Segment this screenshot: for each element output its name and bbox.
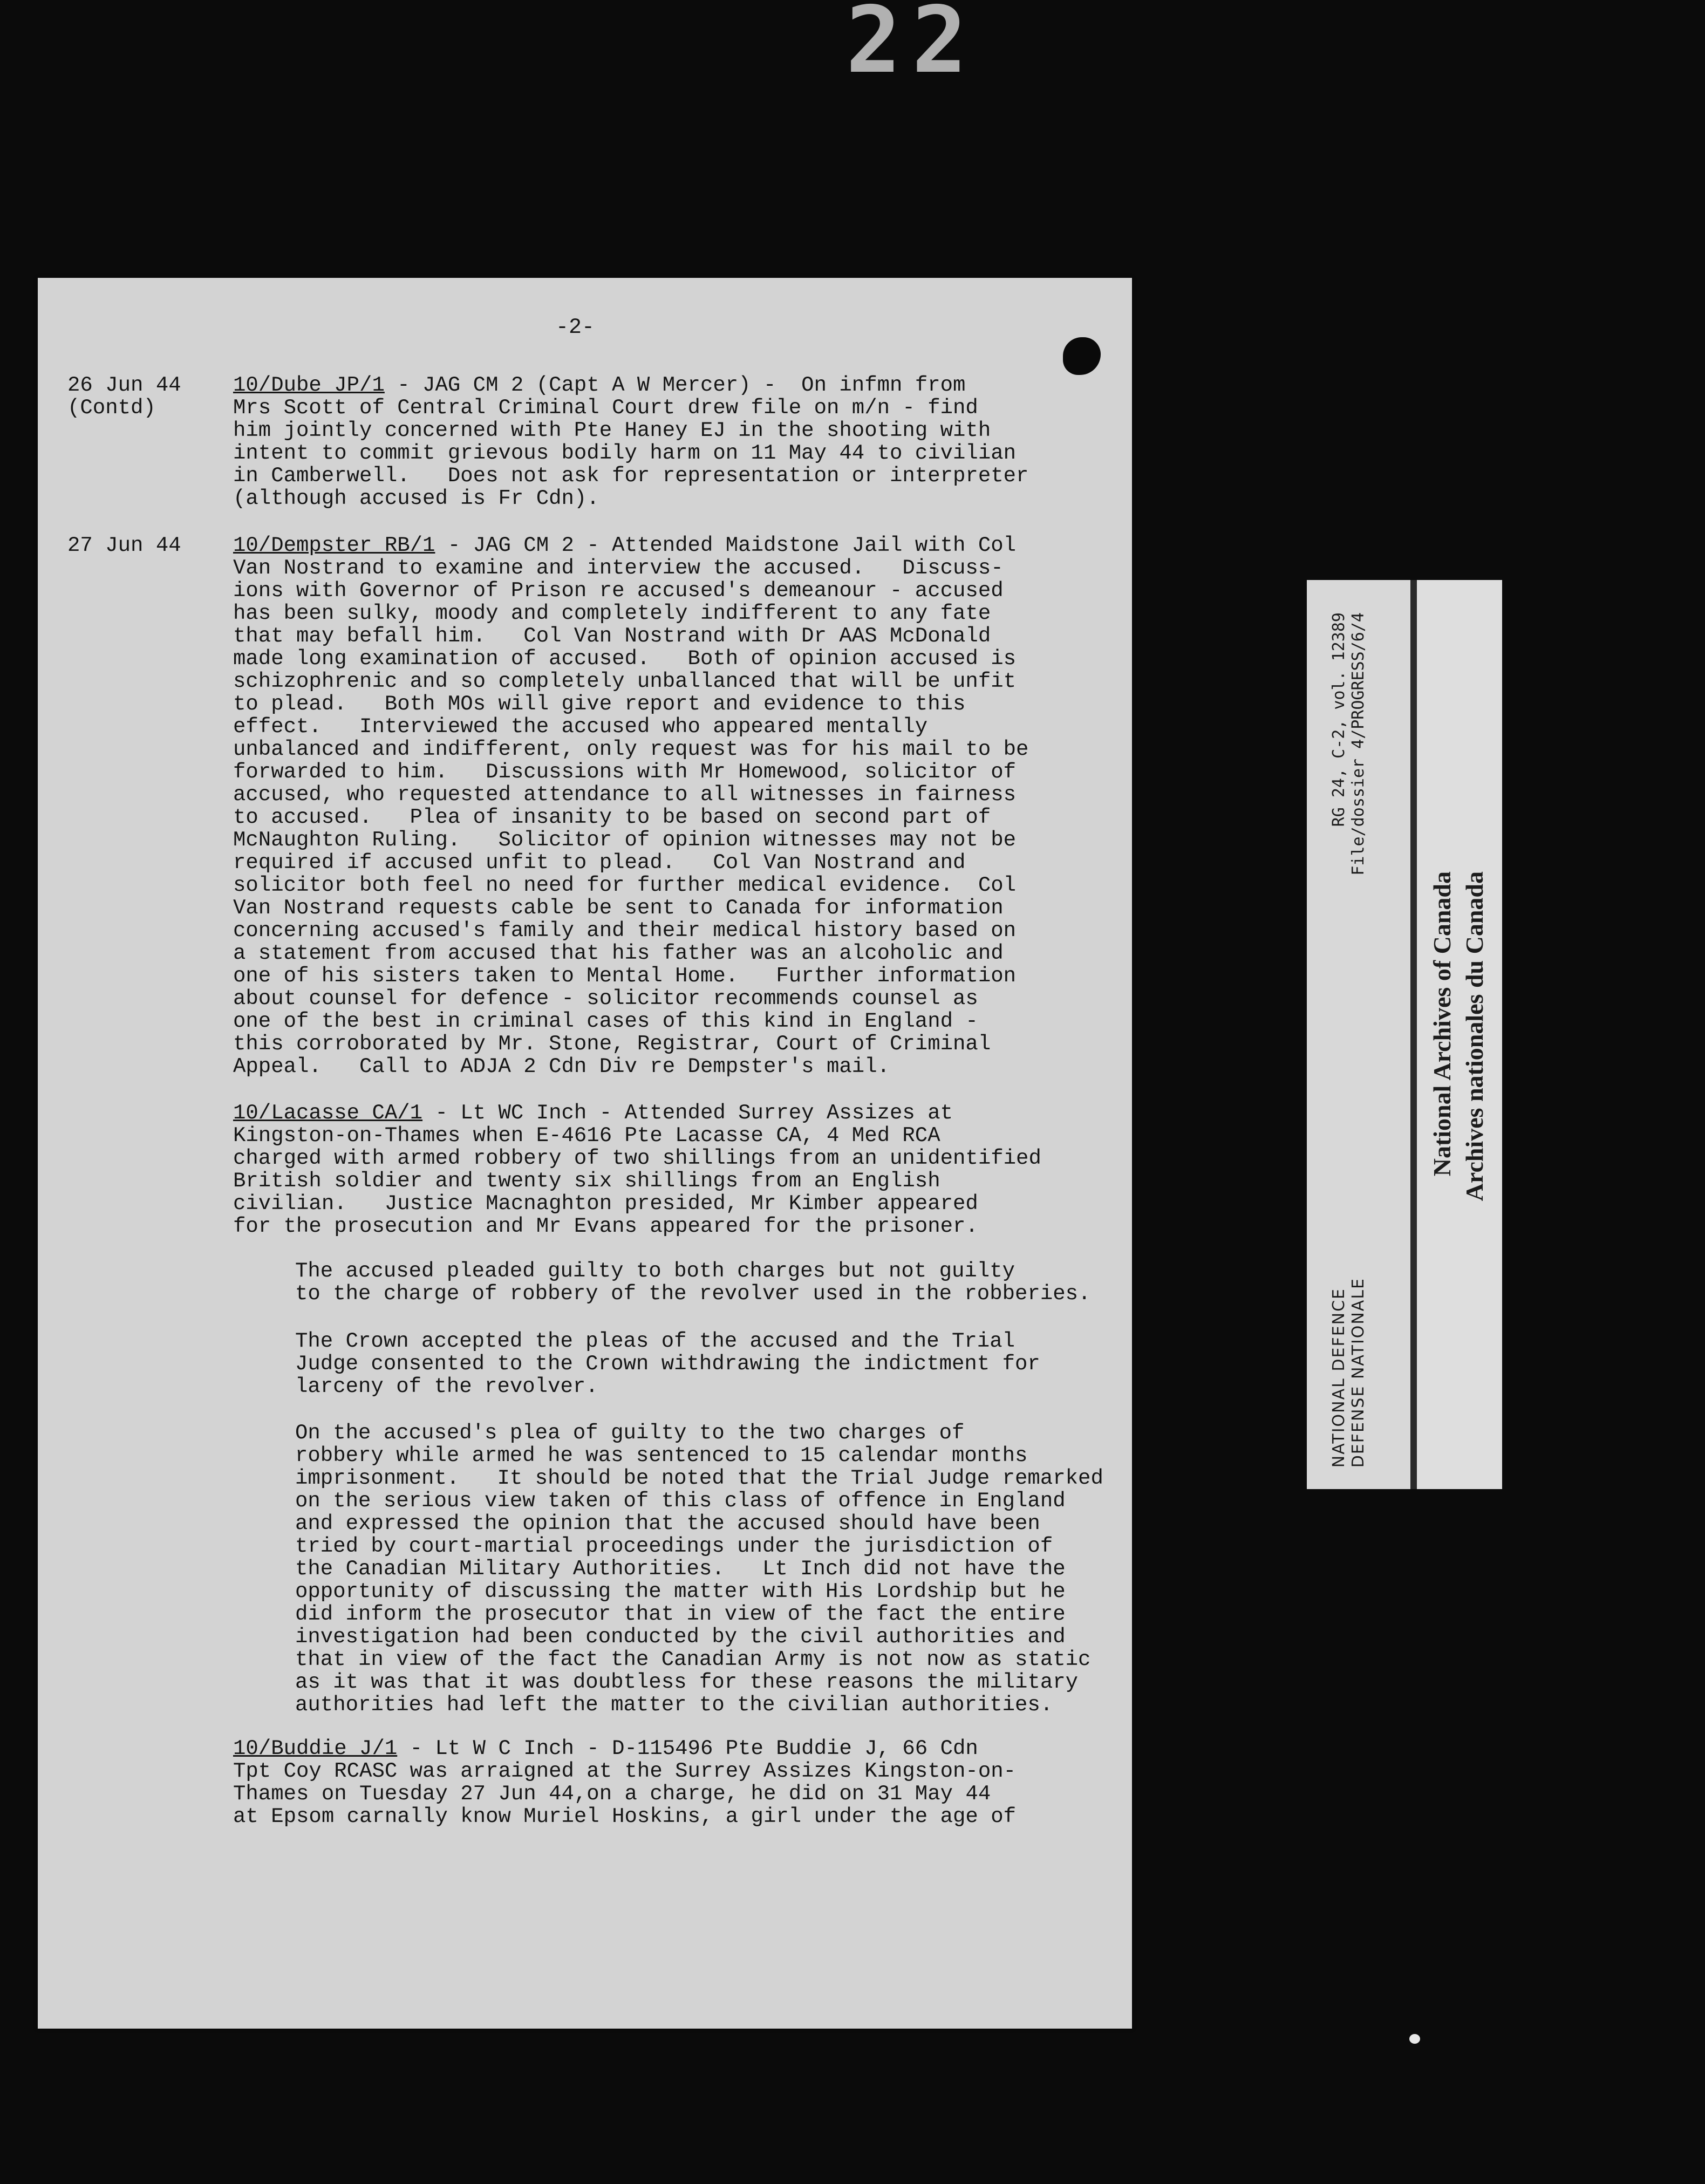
entry-body <box>233 534 1129 1078</box>
label-archives-panel <box>1417 580 1502 1489</box>
entry-body <box>233 1737 1129 1828</box>
ink-blot-mark <box>1063 337 1101 375</box>
entry-paragraph: The Crown accepted the pleas of the accused and the Trial Judge consented to the Crown withdrawing the indictment for larceny of the revolver. <box>295 1329 1040 1398</box>
archives-name-en: National Archives of Canada <box>1428 871 1456 1177</box>
file-reference: 10/Dempster RB/1 <box>233 534 435 557</box>
entry-text: - JAG CM 2 - Attended Maidstone Jail with Col Van Nostrand to examine and interview the accused. Discuss- ions with Governor of Prison re accused's demeanour - accused has been sulky, moody and completely indifferent to any fate that may befall him. Col Van Nostrand with Dr AAS McDonald made long examination of accused. Both of opinion accused is schizophrenic and so completely unballanced that will be unfit to plead. Both MOs will give report and evidence to this effect. Interviewed the accused who appeared mentally unbalanced and indifferent, only request was for his mail to be forwarded to him. Discussions with Mr Homewood, solicitor of accused, who requested attendance to all witnesses in fairness to accused. Plea of insanity to be based on second part of McNaughton Ruling. Solicitor of opinion witnesses may not be required if accused unfit to plead. Col Van Nostrand and solicitor both feel no need for further medical evidence. Col Van Nostrand requests cable be sent to Canada for information concerning accused's family and their medical history based on a statement from accused that his father was an alcoholic and one of his sisters taken to Mental Home. Further information about counsel for defence - solicitor recommends counsel as one of the best in criminal cases of this kind in England - this corroborated by Mr. Stone, Registrar, Court of Criminal Appeal. Call to ADJA 2 Cdn Div re Dempster's mail. <box>233 534 1029 1079</box>
file-reference-label: File/dossier 4/PROGRESS/6/4 <box>1349 612 1368 876</box>
entry-date: 26 Jun 44 (Contd) <box>67 373 181 420</box>
department-fr: DEFENSE NATIONALE <box>1349 1277 1368 1468</box>
entry-text: - Lt W C Inch - D-115496 Pte Buddie J, 66 Cdn Tpt Coy RCASC was arraigned at the Surrey Assizes Kingston-on- Thames on Tuesday 27 Jun 44,on a charge, he did on 31 May 44 at Epsom carnally know Muriel Hoskins, a girl under the age of <box>233 1737 1017 1828</box>
entry-paragraph <box>233 1102 1129 1238</box>
entry-date: 27 Jun 44 <box>67 534 181 557</box>
film-speck <box>1409 2034 1420 2044</box>
entry-text: - JAG CM 2 (Capt A W Mercer) - On infmn from Mrs Scott of Central Criminal Court drew file on m/n - find him jointly concerned with Pte Haney EJ in the shooting with intent to commit grievous bodily harm on 11 May 44 to civilian in Camberwell. Does not ask for representation or interpreter (although accused is Fr Cdn). <box>233 373 1029 510</box>
label-reference-panel <box>1307 580 1410 1489</box>
label-divider <box>1410 580 1417 1489</box>
page-number: -2- <box>556 316 595 340</box>
entry-text: - Lt WC Inch - Attended Surrey Assizes at Kingston-on-Thames when E-4616 Pte Lacasse CA, 4 Med RCA charged with armed robbery of two shillings from an unidentified British soldier and twenty six shillings from an English civilian. Justice Macnaghton presided, Mr Kimber appeared for the prosecution and Mr Evans appeared for the prisoner. <box>233 1101 1041 1238</box>
archive-label <box>1307 580 1502 1489</box>
entry-paragraph: The accused pleaded guilty to both charges but not guilty to the charge of robbery of the revolver used in the robberies. <box>295 1259 1091 1306</box>
document-page <box>38 278 1132 2029</box>
entry-body <box>233 374 1129 510</box>
entry-paragraph: On the accused's plea of guilty to the two charges of robbery while armed he was sentenced to 15 calendar months imprisonment. It should be noted that the Trial Judge remarked on the serious view taken of this class of offence in England and expressed the opinion that the accused should have been tried by court-martial proceedings under the jurisdiction of the Canadian Military Authorities. Lt Inch did not have the opportunity of discussing the matter with His Lordship but he did inform the prosecutor that in view of the fact the entire investigation had been conducted by the civil authorities and that in view of the fact the Canadian Army is not now as static as it was that it was doubtless for these reasons the military authorities had left the matter to the civilian authorities. <box>295 1421 1103 1717</box>
file-reference: 10/Dube JP/1 <box>233 373 385 397</box>
entry-body <box>233 1102 1129 1238</box>
department-en: NATIONAL DEFENCE <box>1329 1287 1348 1468</box>
archives-name-fr: Archives nationales du Canada <box>1461 871 1488 1202</box>
rg-reference: RG 24, C-2, vol. 12389 <box>1329 612 1348 827</box>
file-reference: 10/Lacasse CA/1 <box>233 1101 423 1125</box>
file-reference: 10/Buddie J/1 <box>233 1737 398 1760</box>
frame-number: 22 <box>845 0 978 81</box>
